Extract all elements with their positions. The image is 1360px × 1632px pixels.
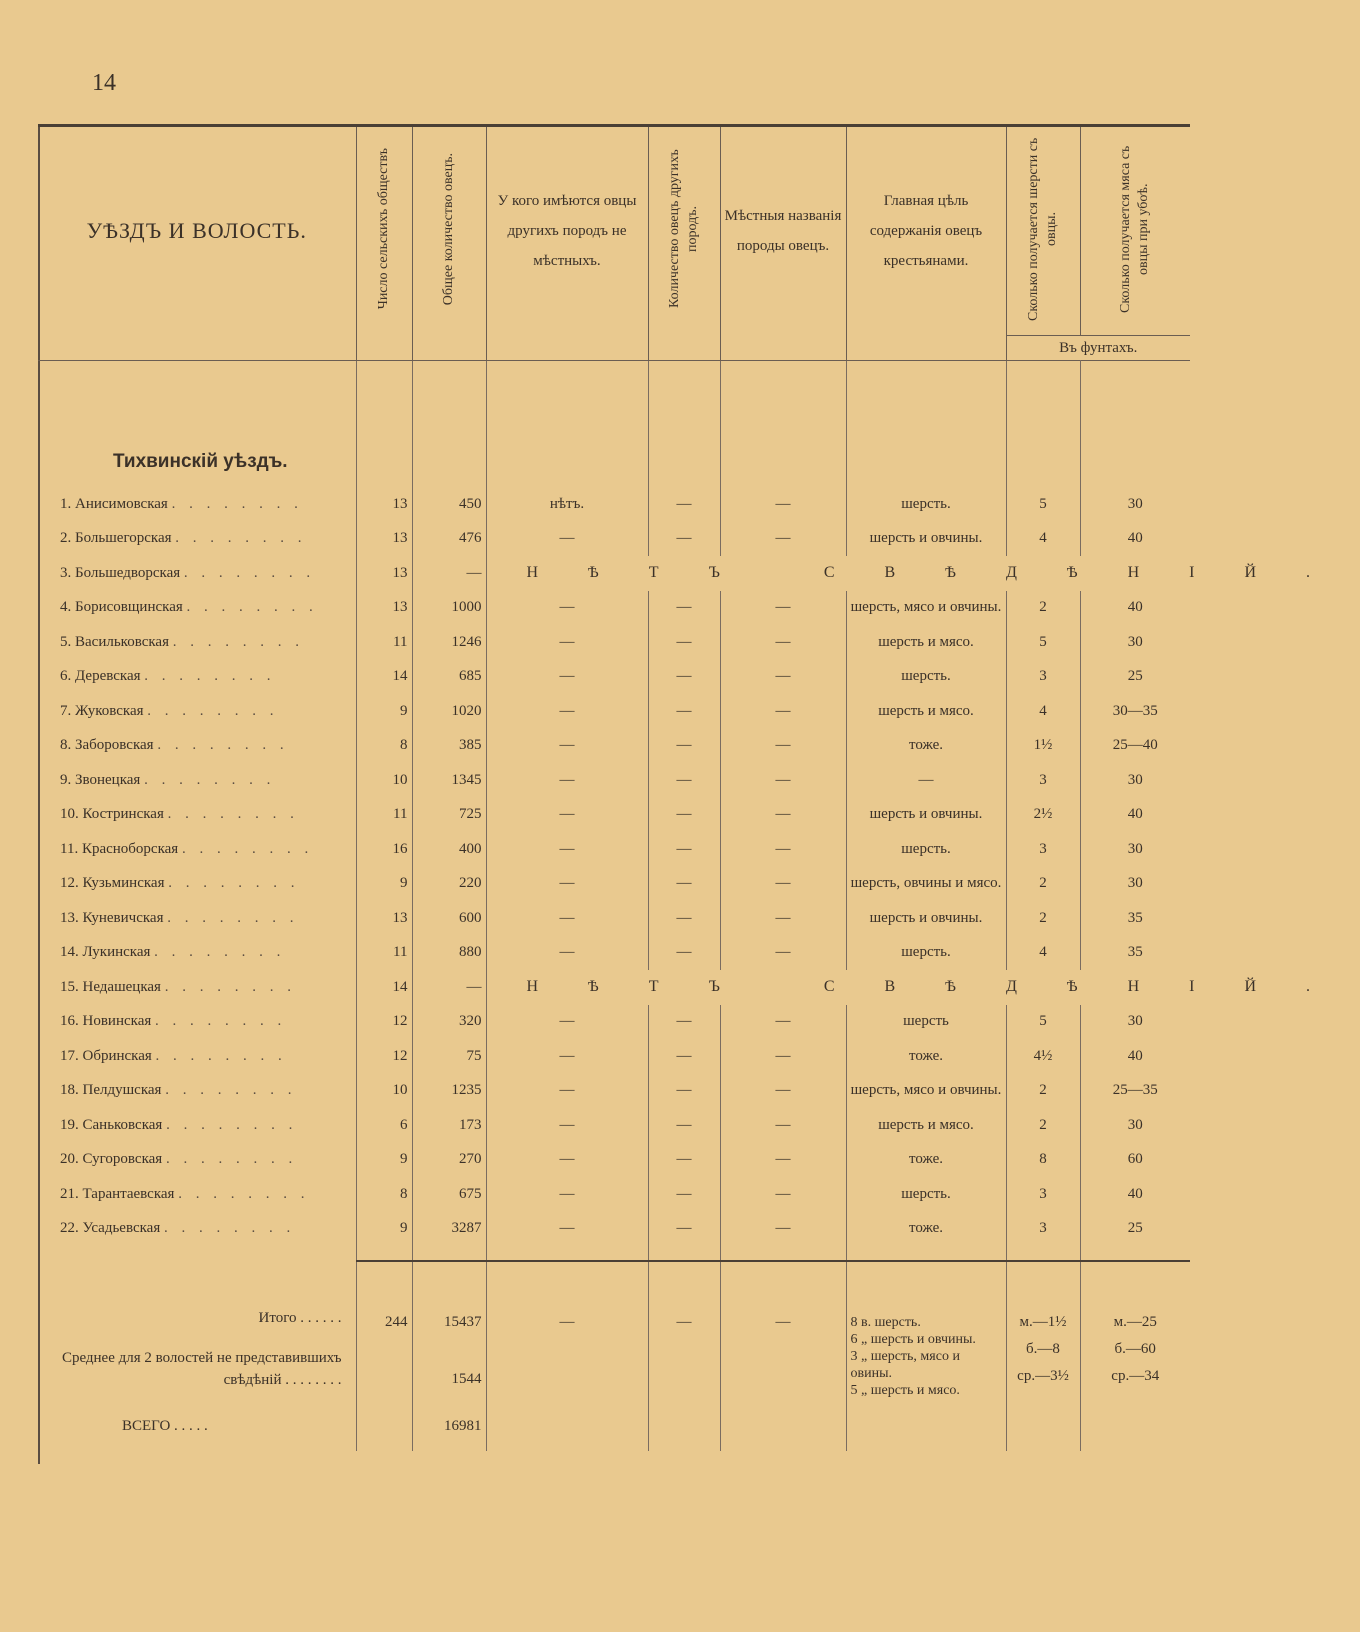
volost-name: 11. Краснoборская . . . . . . . . <box>60 840 314 857</box>
table-row <box>38 556 1190 591</box>
section-title-row <box>38 361 1190 488</box>
meat-cell: 30 <box>1080 1005 1190 1040</box>
wool-cell: 4 <box>1006 936 1080 971</box>
societies-cell: 10 <box>356 763 412 798</box>
itogo-label: Итого . . . . . . <box>258 1310 342 1326</box>
who-other-cell: — <box>486 729 648 764</box>
other-count-cell: — <box>648 798 720 833</box>
volost-name: 15. Недашецкая . . . . . . . . <box>60 978 296 995</box>
meat-cell: 30 <box>1080 763 1190 798</box>
table-row <box>38 832 1190 867</box>
header-societies: Число сельскихъ обществъ <box>356 126 412 336</box>
meat-cell: 30—35 <box>1080 694 1190 729</box>
local-names-cell: — <box>720 522 846 557</box>
goal-cell: шерсть и мясо. <box>846 694 1006 729</box>
volost-name: 3. Большедворская . . . . . . . . <box>60 564 316 581</box>
other-count-cell: — <box>648 763 720 798</box>
section-title: Тихвинскій уѣздъ. <box>113 451 288 472</box>
total-sheep-cell: 675 <box>412 1177 486 1212</box>
total-sheep-cell: 320 <box>412 1005 486 1040</box>
societies-cell: 16 <box>356 832 412 867</box>
total-sheep-cell: 1020 <box>412 694 486 729</box>
who-other-cell: — <box>486 1108 648 1143</box>
header-total-sheep: Общее количество овецъ. <box>412 126 486 336</box>
table-row <box>38 591 1190 626</box>
goal-cell: шерсть. <box>846 660 1006 695</box>
header-goal: Главная цѣль содержанія овецъ крестьянами. <box>846 126 1006 336</box>
who-other-cell: — <box>486 522 648 557</box>
itogo-local: — <box>720 1261 846 1451</box>
local-names-cell: — <box>720 1074 846 1109</box>
local-names-cell: — <box>720 487 846 522</box>
societies-cell: 14 <box>356 970 412 1005</box>
volost-name: 2. Большегорская . . . . . . . . <box>60 530 307 547</box>
other-count-cell: — <box>648 832 720 867</box>
who-other-cell: — <box>486 591 648 626</box>
who-other-cell: — <box>486 763 648 798</box>
meat-cell: 40 <box>1080 798 1190 833</box>
totals-meat: м.—25 б.—60 ср.—34 <box>1080 1261 1190 1451</box>
table-row <box>38 970 1190 1005</box>
local-names-cell: — <box>720 591 846 626</box>
societies-cell: 8 <box>356 1177 412 1212</box>
societies-cell: 13 <box>356 522 412 557</box>
no-info-cell: НѢТЪ СВѢДѢНІЙ. <box>486 556 1190 591</box>
volost-name: 4. Борисовщинская . . . . . . . . <box>60 599 318 616</box>
meat-cell: 25 <box>1080 1212 1190 1247</box>
wool-cell: 3 <box>1006 660 1080 695</box>
wool-cell: 5 <box>1006 487 1080 522</box>
societies-cell: 13 <box>356 591 412 626</box>
volost-name: 5. Васильковская . . . . . . . . <box>60 633 304 650</box>
meat-cell: 40 <box>1080 522 1190 557</box>
volost-name: 17. Обринская . . . . . . . . <box>60 1047 287 1064</box>
sheep-statistics-table <box>38 124 1360 1451</box>
header-other-count: Количество овецъ другихъ породъ. <box>648 126 720 336</box>
local-names-cell: — <box>720 936 846 971</box>
totals-labels <box>38 1261 356 1451</box>
who-other-cell: — <box>486 1005 648 1040</box>
wool-cell: 1½ <box>1006 729 1080 764</box>
other-count-cell: — <box>648 1177 720 1212</box>
volost-name: 9. Звонецкая . . . . . . . . <box>60 771 276 788</box>
goal-cell: тоже. <box>846 1039 1006 1074</box>
other-count-cell: — <box>648 936 720 971</box>
wool-cell: 4 <box>1006 694 1080 729</box>
total-sheep-cell: 1000 <box>412 591 486 626</box>
other-count-cell: — <box>648 1212 720 1247</box>
meat-cell: 40 <box>1080 1177 1190 1212</box>
who-other-cell: — <box>486 936 648 971</box>
societies-cell: 12 <box>356 1005 412 1040</box>
header-meat: Сколько получается мяса съ овцы при убоѣ. <box>1080 126 1190 336</box>
wool-cell: 3 <box>1006 832 1080 867</box>
volost-name: 20. Сугоровская . . . . . . . . <box>60 1151 298 1168</box>
totals-sheep <box>412 1261 486 1451</box>
vsego-total: 16981 <box>444 1418 482 1434</box>
who-other-cell: — <box>486 1039 648 1074</box>
local-names-cell: — <box>720 901 846 936</box>
itogo-total: 15437 <box>444 1314 482 1330</box>
other-count-cell: — <box>648 522 720 557</box>
local-names-cell: — <box>720 763 846 798</box>
itogo-count: — <box>648 1261 720 1451</box>
local-names-cell: — <box>720 867 846 902</box>
local-names-cell: — <box>720 694 846 729</box>
who-other-cell: нѣтъ. <box>486 487 648 522</box>
volost-name: 6. Деревская . . . . . . . . <box>60 668 276 685</box>
total-sheep-cell: 450 <box>412 487 486 522</box>
table-row <box>38 1143 1190 1178</box>
total-sheep-cell: 1345 <box>412 763 486 798</box>
volost-name: 18. Пелдушская . . . . . . . . <box>60 1082 297 1099</box>
goal-cell: шерсть, овчины и мясо. <box>846 867 1006 902</box>
vsego-label: ВСЕГО . . . . . <box>122 1418 208 1434</box>
local-names-cell: — <box>720 625 846 660</box>
other-count-cell: — <box>648 487 720 522</box>
goal-cell: шерсть. <box>846 1177 1006 1212</box>
other-count-cell: — <box>648 1074 720 1109</box>
wool-cell: 2 <box>1006 591 1080 626</box>
meat-cell: 30 <box>1080 867 1190 902</box>
table-row <box>38 625 1190 660</box>
total-sheep-cell: 600 <box>412 901 486 936</box>
societies-cell: 6 <box>356 1108 412 1143</box>
itogo-who: — <box>486 1261 648 1451</box>
societies-cell: 11 <box>356 936 412 971</box>
volost-name: 1. Анисимовская . . . . . . . . <box>60 495 303 512</box>
header-who-other: У кого имѣются овцы другихъ породъ не мѣстныхъ. <box>486 126 648 336</box>
total-sheep-cell: 220 <box>412 867 486 902</box>
who-other-cell: — <box>486 901 648 936</box>
meat-cell: 30 <box>1080 487 1190 522</box>
other-count-cell: — <box>648 1143 720 1178</box>
goal-cell: шерсть и овчины. <box>846 798 1006 833</box>
wool-cell: 5 <box>1006 625 1080 660</box>
total-sheep-cell: 270 <box>412 1143 486 1178</box>
who-other-cell: — <box>486 625 648 660</box>
goal-cell: шерсть и мясо. <box>846 625 1006 660</box>
who-other-cell: — <box>486 660 648 695</box>
goal-cell: шерсть. <box>846 832 1006 867</box>
table-row <box>38 1108 1190 1143</box>
societies-cell: 13 <box>356 487 412 522</box>
wool-cell: 3 <box>1006 763 1080 798</box>
table-row <box>38 1005 1190 1040</box>
local-names-cell: — <box>720 798 846 833</box>
table-row <box>38 867 1190 902</box>
wool-cell: 2 <box>1006 1074 1080 1109</box>
page-number: 14 <box>92 70 116 96</box>
who-other-cell: — <box>486 1143 648 1178</box>
societies-cell: 9 <box>356 1143 412 1178</box>
other-count-cell: — <box>648 729 720 764</box>
goal-cell: шерсть, мясо и овчины. <box>846 591 1006 626</box>
table-row <box>38 1039 1190 1074</box>
goal-cell: тоже. <box>846 1212 1006 1247</box>
who-other-cell: — <box>486 867 648 902</box>
who-other-cell: — <box>486 1212 648 1247</box>
table-row <box>38 763 1190 798</box>
meat-cell: 25 <box>1080 660 1190 695</box>
itogo-societies: 244 <box>356 1261 412 1451</box>
local-names-cell: — <box>720 1177 846 1212</box>
meat-cell: 25—35 <box>1080 1074 1190 1109</box>
who-other-cell: — <box>486 832 648 867</box>
goal-cell: шерсть и овчины. <box>846 901 1006 936</box>
wool-cell: 2 <box>1006 867 1080 902</box>
volost-name: 16. Новинская . . . . . . . . <box>60 1013 287 1030</box>
total-sheep-cell: 1235 <box>412 1074 486 1109</box>
total-sheep-cell: 476 <box>412 522 486 557</box>
header-district: УѢЗДЪ И ВОЛОСТЬ. <box>86 218 307 244</box>
other-count-cell: — <box>648 660 720 695</box>
local-names-cell: — <box>720 660 846 695</box>
volost-name: 21. Тарантаевская . . . . . . . . <box>60 1185 310 1202</box>
societies-cell: 11 <box>356 798 412 833</box>
totals-goal: 8 в. шерсть. 6 „ шерсть и овчины. 3 „ шерсть, мясо и овины. 5 „ шерсть и мясо. <box>846 1261 1006 1451</box>
volost-name: 13. Куневичская . . . . . . . . <box>60 909 299 926</box>
societies-cell: 13 <box>356 901 412 936</box>
totals-wool: м.—1½ б.—8 ср.—3½ <box>1006 1261 1080 1451</box>
total-sheep-cell: 400 <box>412 832 486 867</box>
who-other-cell: — <box>486 1074 648 1109</box>
volost-name: 8. Заборовская . . . . . . . . <box>60 737 289 754</box>
goal-cell: тоже. <box>846 1143 1006 1178</box>
table-row <box>38 1212 1190 1247</box>
volost-name: 10. Костринская . . . . . . . . <box>60 806 299 823</box>
societies-cell: 14 <box>356 660 412 695</box>
local-names-cell: — <box>720 1212 846 1247</box>
meat-cell: 60 <box>1080 1143 1190 1178</box>
wool-cell: 3 <box>1006 1212 1080 1247</box>
total-sheep-cell: — <box>412 970 486 1005</box>
wool-cell: 2 <box>1006 901 1080 936</box>
meat-cell: 40 <box>1080 1039 1190 1074</box>
local-names-cell: — <box>720 1039 846 1074</box>
other-count-cell: — <box>648 1039 720 1074</box>
goal-cell: — <box>846 763 1006 798</box>
goal-cell: шерсть <box>846 1005 1006 1040</box>
societies-cell: 11 <box>356 625 412 660</box>
who-other-cell: — <box>486 798 648 833</box>
totals-row <box>38 1261 1190 1451</box>
totals-separator <box>38 1246 1190 1261</box>
volost-name: 19. Саньковская . . . . . . . . <box>60 1116 298 1133</box>
meat-cell: 30 <box>1080 832 1190 867</box>
wool-cell: 2 <box>1006 1108 1080 1143</box>
avg-label: Среднее для 2 волостей не представившихъ свѣдѣній . . . . . . . . <box>61 1350 342 1388</box>
other-count-cell: — <box>648 694 720 729</box>
who-other-cell: — <box>486 694 648 729</box>
table-row <box>38 798 1190 833</box>
societies-cell: 8 <box>356 729 412 764</box>
other-count-cell: — <box>648 1108 720 1143</box>
other-count-cell: — <box>648 591 720 626</box>
local-names-cell: — <box>720 1143 846 1178</box>
header-local-names: Мѣстныя названія породы овецъ. <box>720 126 846 336</box>
total-sheep-cell: 3287 <box>412 1212 486 1247</box>
table-row <box>38 901 1190 936</box>
societies-cell: 12 <box>356 1039 412 1074</box>
table-row <box>38 487 1190 522</box>
units-label: Въ фунтахъ. <box>1006 336 1190 361</box>
total-sheep-cell: 173 <box>412 1108 486 1143</box>
total-sheep-cell: 880 <box>412 936 486 971</box>
local-names-cell: — <box>720 1108 846 1143</box>
volost-name: 14. Лукинская . . . . . . . . <box>60 944 286 961</box>
no-info-cell: НѢТЪ СВѢДѢНІЙ. <box>486 970 1190 1005</box>
wool-cell: 4½ <box>1006 1039 1080 1074</box>
goal-cell: шерсть и овчины. <box>846 522 1006 557</box>
wool-cell: 8 <box>1006 1143 1080 1178</box>
total-sheep-cell: 385 <box>412 729 486 764</box>
total-sheep-cell: — <box>412 556 486 591</box>
other-count-cell: — <box>648 1005 720 1040</box>
other-count-cell: — <box>648 867 720 902</box>
meat-cell: 25—40 <box>1080 729 1190 764</box>
table-row <box>38 1074 1190 1109</box>
societies-cell: 10 <box>356 1074 412 1109</box>
societies-cell: 9 <box>356 694 412 729</box>
table-row <box>38 729 1190 764</box>
societies-cell: 13 <box>356 556 412 591</box>
goal-cell: шерсть, мясо и овчины. <box>846 1074 1006 1109</box>
total-sheep-cell: 75 <box>412 1039 486 1074</box>
goal-cell: шерсть и мясо. <box>846 1108 1006 1143</box>
total-sheep-cell: 685 <box>412 660 486 695</box>
who-other-cell: — <box>486 1177 648 1212</box>
meat-cell: 30 <box>1080 1108 1190 1143</box>
goal-cell: шерсть. <box>846 487 1006 522</box>
meat-cell: 40 <box>1080 591 1190 626</box>
wool-cell: 3 <box>1006 1177 1080 1212</box>
other-count-cell: — <box>648 625 720 660</box>
total-sheep-cell: 725 <box>412 798 486 833</box>
header-wool: Сколько получается шерсти съ овцы. <box>1006 126 1080 336</box>
table-row <box>38 660 1190 695</box>
societies-cell: 9 <box>356 867 412 902</box>
local-names-cell: — <box>720 832 846 867</box>
wool-cell: 2½ <box>1006 798 1080 833</box>
volost-name: 22. Усадьевская . . . . . . . . <box>60 1220 296 1237</box>
other-count-cell: — <box>648 901 720 936</box>
table-row <box>38 1177 1190 1212</box>
meat-cell: 35 <box>1080 901 1190 936</box>
total-sheep-cell: 1246 <box>412 625 486 660</box>
table-row <box>38 694 1190 729</box>
avg-total: 1544 <box>451 1371 482 1387</box>
table-row <box>38 936 1190 971</box>
wool-cell: 4 <box>1006 522 1080 557</box>
local-names-cell: — <box>720 729 846 764</box>
meat-cell: 30 <box>1080 625 1190 660</box>
volost-name: 7. Жуковская . . . . . . . . <box>60 702 279 719</box>
goal-cell: тоже. <box>846 729 1006 764</box>
wool-cell: 5 <box>1006 1005 1080 1040</box>
meat-cell: 35 <box>1080 936 1190 971</box>
societies-cell: 9 <box>356 1212 412 1247</box>
table-header-row <box>38 126 1190 336</box>
table-row <box>38 522 1190 557</box>
units-row <box>38 336 1190 361</box>
local-names-cell: — <box>720 1005 846 1040</box>
volost-name: 12. Кузьминская . . . . . . . . <box>60 875 300 892</box>
goal-cell: шерсть. <box>846 936 1006 971</box>
